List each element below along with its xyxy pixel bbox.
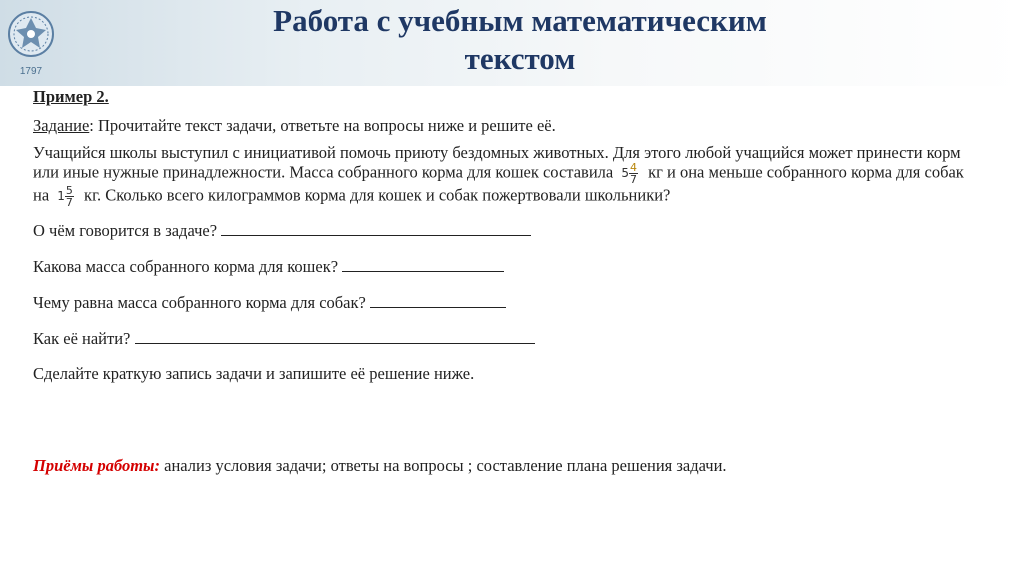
cat-food-fraction (621, 162, 638, 185)
cat-fraction-whole: 5 (621, 166, 629, 180)
instruction-text: Сделайте краткую запись задачи и запишите её решение ниже. (33, 364, 475, 383)
task-text: : Прочитайте текст задачи, ответьте на вопросы ниже и решите её. (89, 116, 556, 135)
dog-fraction-whole: 1 (57, 189, 65, 203)
answer-blank-1[interactable] (221, 221, 531, 236)
problem-part-2: кг и она меньше собранного корма для собак на (33, 162, 964, 205)
methods-text: анализ условия задачи; ответы на вопросы ; составление плана решения задачи. (160, 456, 727, 475)
question-3-text: Чему равна масса собранного корма для собак? (33, 293, 366, 312)
methods-label: Приёмы работы: (33, 456, 161, 475)
logo-year: 1797 (19, 66, 43, 77)
example-title: Пример 2. (33, 87, 109, 106)
task-label: Задание (33, 116, 90, 135)
cat-fraction-numerator: 4 (629, 161, 637, 174)
answer-blank-2[interactable] (342, 257, 504, 272)
task-line (33, 117, 993, 135)
university-logo (6, 4, 56, 80)
question-4-text: Как её найти? (33, 329, 131, 348)
problem-part-1: Учащийся школы выступил с инициативой помочь приюту бездомных животных. Для этого любой учащийся может принести корм или иные нужные принадлежности. Масса собранного корма для кошек составила (33, 143, 961, 182)
question-2 (33, 257, 993, 276)
answer-blank-4[interactable] (135, 329, 535, 344)
cat-fraction-denominator: 7 (629, 173, 637, 186)
question-1 (33, 221, 993, 240)
slide-content (33, 88, 993, 475)
question-3 (33, 293, 993, 312)
problem-text (33, 144, 973, 208)
dog-fraction-denominator: 7 (65, 196, 73, 209)
methods-line (33, 457, 993, 475)
question-2-text: Какова масса собранного корма для кошек? (33, 257, 339, 276)
answer-blank-3[interactable] (370, 293, 506, 308)
title-line-2: текстом (464, 41, 576, 76)
title-line-1: Работа с учебным математическим (273, 3, 767, 38)
question-4 (33, 329, 993, 348)
dog-fraction-numerator: 5 (65, 184, 73, 197)
dog-food-fraction (57, 185, 74, 208)
question-1-text: О чём говорится в задаче? (33, 221, 218, 240)
page-title (180, 2, 860, 78)
crest-icon (6, 4, 56, 68)
problem-part-3: кг. Сколько всего килограммов корма для кошек и собак пожертвовали школьники? (84, 185, 671, 205)
